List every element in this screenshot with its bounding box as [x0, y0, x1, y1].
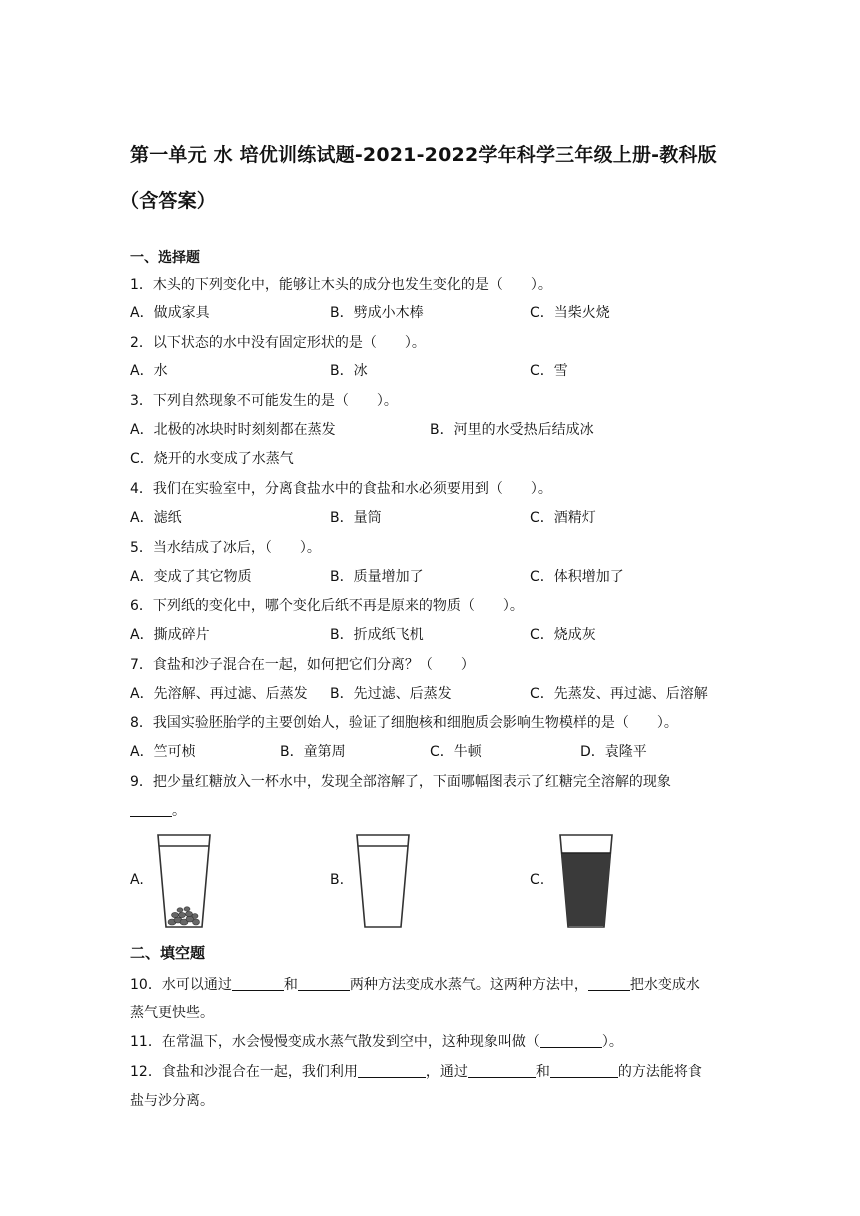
- question-6: 6．下列纸的变化中，哪个变化后纸不再是原来的物质（ ）。: [130, 598, 524, 614]
- document-title-line1: 第一单元 水 培优训练试题-2021-2022学年科学三年级上册-教科版: [130, 144, 717, 166]
- q12-blank-3[interactable]: [550, 1063, 618, 1078]
- q4-option-a[interactable]: A．滤纸: [130, 510, 182, 526]
- q2-option-b[interactable]: B．冰: [330, 363, 368, 379]
- q4-option-b[interactable]: B．量筒: [330, 510, 382, 526]
- question-10-cont: 蒸气更快些。: [130, 1005, 214, 1021]
- section-heading-choice: 一、选择题: [130, 250, 200, 266]
- cup-dark-solution-image: [558, 831, 614, 929]
- cup-clear-water-image: [355, 831, 411, 929]
- q9-period: 。: [172, 803, 186, 819]
- q10-blank-3[interactable]: [588, 976, 630, 991]
- q10-blank-1[interactable]: [232, 976, 284, 991]
- q9-option-c[interactable]: C.: [530, 872, 545, 888]
- q9-option-b[interactable]: B.: [330, 872, 345, 888]
- q1-option-c[interactable]: C．当柴火烧: [530, 305, 610, 321]
- q7-option-c[interactable]: C．先蒸发、再过滤、后溶解: [530, 686, 708, 702]
- q11-blank[interactable]: [540, 1033, 602, 1048]
- question-3: 3．下列自然现象不可能发生的是（ ）。: [130, 393, 398, 409]
- q8-option-d[interactable]: D．袁隆平: [580, 744, 647, 760]
- q7-option-b[interactable]: B．先过滤、后蒸发: [330, 686, 452, 702]
- question-7: 7．食盐和沙子混合在一起，如何把它们分离？（ ）: [130, 657, 475, 673]
- q4-option-c[interactable]: C．酒精灯: [530, 510, 596, 526]
- q3-option-a[interactable]: A．北极的冰块时时刻刻都在蒸发: [130, 422, 336, 438]
- q6-option-b[interactable]: B．折成纸飞机: [330, 627, 424, 643]
- q9-answer-line[interactable]: [130, 800, 186, 820]
- question-12: 12．食盐和沙混合在一起，我们利用 ，通过 和 的方法能将食: [130, 1064, 702, 1080]
- q6-option-c[interactable]: C．烧成灰: [530, 627, 596, 643]
- question-11: 11．在常温下，水会慢慢变成水蒸气散发到空中，这种现象叫做（ ）。: [130, 1034, 623, 1050]
- q5-option-c[interactable]: C．体积增加了: [530, 569, 624, 585]
- question-4: 4．我们在实验室中，分离食盐水中的食盐和水必须要用到（ ）。: [130, 481, 552, 497]
- q3-option-b[interactable]: B．河里的水受热后结成冰: [430, 422, 594, 438]
- question-5: 5．当水结成了冰后，（ ）。: [130, 540, 321, 556]
- q3-option-c[interactable]: C．烧开的水变成了水蒸气: [130, 451, 294, 467]
- q8-option-b[interactable]: B．童第周: [280, 744, 346, 760]
- q5-option-a[interactable]: A．变成了其它物质: [130, 569, 252, 585]
- q5-option-b[interactable]: B．质量增加了: [330, 569, 424, 585]
- document-title-line2: （含答案）: [120, 190, 217, 212]
- q7-option-a[interactable]: A．先溶解、再过滤、后蒸发: [130, 686, 308, 702]
- q10-blank-2[interactable]: [298, 976, 350, 991]
- q12-blank-2[interactable]: [468, 1063, 536, 1078]
- q8-option-c[interactable]: C．牛顿: [430, 744, 482, 760]
- q2-option-a[interactable]: A．水: [130, 363, 168, 379]
- question-9: 9．把少量红糖放入一杯水中，发现全部溶解了，下面哪幅图表示了红糖完全溶解的现象: [130, 774, 671, 790]
- q12-blank-1[interactable]: [358, 1063, 426, 1078]
- question-8: 8．我国实验胚胎学的主要创始人，验证了细胞核和细胞质会影响生物模样的是（ ）。: [130, 715, 678, 731]
- q2-option-c[interactable]: C．雪: [530, 363, 568, 379]
- q9-option-a[interactable]: A.: [130, 872, 144, 888]
- q1-option-b[interactable]: B．劈成小木棒: [330, 305, 424, 321]
- q8-option-a[interactable]: A．竺可桢: [130, 744, 196, 760]
- question-10: 10．水可以通过 和 两种方法变成水蒸气。这两种方法中， 把水变成水: [130, 977, 700, 993]
- q1-option-a[interactable]: A．做成家具: [130, 305, 210, 321]
- question-1: 1．木头的下列变化中，能够让木头的成分也发生变化的是（ ）。: [130, 277, 552, 293]
- question-2: 2．以下状态的水中没有固定形状的是（ ）。: [130, 335, 426, 351]
- q6-option-a[interactable]: A．撕成碎片: [130, 627, 210, 643]
- cup-with-undissolved-sugar-image: [156, 831, 212, 929]
- section-heading-fill-in: 二、填空题: [130, 944, 206, 962]
- question-12-cont: 盐与沙分离。: [130, 1093, 214, 1109]
